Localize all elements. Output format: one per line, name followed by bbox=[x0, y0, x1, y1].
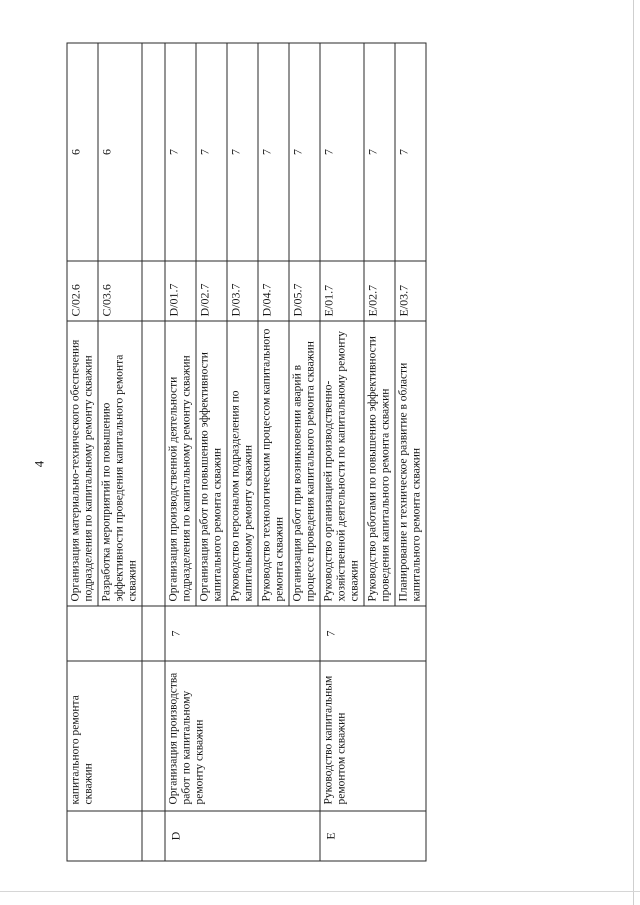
table-row-spacer bbox=[142, 43, 165, 861]
gf-level-cell: 7 bbox=[320, 606, 426, 661]
function-level-cell: 7 bbox=[258, 43, 289, 261]
page-number: 4 bbox=[31, 460, 47, 468]
function-code-cell: E/02.7 bbox=[364, 261, 395, 321]
function-level-cell: 6 bbox=[67, 43, 98, 261]
rotated-table-wrapper bbox=[67, 44, 423, 862]
empty-cell bbox=[142, 321, 165, 606]
function-name-cell: Организация материально-технического обеспечения подразделения по капитальному ремонту скважин bbox=[67, 321, 98, 606]
table-row bbox=[320, 43, 364, 861]
function-level-cell: 7 bbox=[364, 43, 395, 261]
function-level-cell: 7 bbox=[395, 43, 426, 261]
function-name-cell: Разработка мероприятий по повышению эффективности проведения капитального ремонта скважин bbox=[98, 321, 142, 606]
gf-name-cell: Руководство капитальным ремонтом скважин bbox=[320, 661, 426, 811]
function-code-cell: D/04.7 bbox=[258, 261, 289, 321]
scan-edge-horizontal bbox=[0, 891, 640, 892]
function-name-cell: Руководство технологическим процессом капитального ремонта скважин bbox=[258, 321, 289, 606]
table-row bbox=[67, 43, 98, 861]
function-level-cell: 7 bbox=[196, 43, 227, 261]
empty-cell bbox=[142, 43, 165, 261]
gf-code-cell: E bbox=[320, 811, 426, 861]
function-level-cell: 7 bbox=[227, 43, 258, 261]
gf-code-cell: D bbox=[165, 811, 320, 861]
function-name-cell: Руководство работами по повышению эффективности проведения капитального ремонта скважин bbox=[364, 321, 395, 606]
table-row bbox=[165, 43, 196, 861]
function-code-cell: E/03.7 bbox=[395, 261, 426, 321]
gf-name-cell: капитального ремонта скважин bbox=[67, 661, 142, 811]
function-level-cell: 7 bbox=[320, 43, 364, 261]
function-code-cell: D/01.7 bbox=[165, 261, 196, 321]
function-name-cell: Руководство персоналом подразделения по капитальному ремонту скважин bbox=[227, 321, 258, 606]
gf-name-cell: Организация производства работ по капитальному ремонту скважин bbox=[165, 661, 320, 811]
function-code-cell: D/02.7 bbox=[196, 261, 227, 321]
function-code-cell: D/05.7 bbox=[289, 261, 320, 321]
function-level-cell: 7 bbox=[289, 43, 320, 261]
empty-cell bbox=[142, 606, 165, 661]
empty-cell bbox=[142, 261, 165, 321]
function-code-cell: C/02.6 bbox=[67, 261, 98, 321]
function-name-cell: Организация работ по повышению эффективности капитального ремонта скважин bbox=[196, 321, 227, 606]
scan-edge-vertical bbox=[633, 0, 634, 905]
function-code-cell: E/01.7 bbox=[320, 261, 364, 321]
function-code-cell: C/03.6 bbox=[98, 261, 142, 321]
empty-cell bbox=[142, 811, 165, 861]
function-name-cell: Руководство организацией производственно-хозяйственной деятельности по капитальному ремонту скважин bbox=[320, 321, 364, 606]
functions-table bbox=[67, 43, 427, 862]
empty-cell bbox=[142, 661, 165, 811]
function-code-cell: D/03.7 bbox=[227, 261, 258, 321]
function-level-cell: 7 bbox=[165, 43, 196, 261]
function-level-cell: 6 bbox=[98, 43, 142, 261]
gf-code-cell bbox=[67, 811, 142, 861]
function-name-cell: Планирование и техническое развитие в области капитального ремонта скважин bbox=[395, 321, 426, 606]
gf-level-cell bbox=[67, 606, 142, 661]
gf-level-cell: 7 bbox=[165, 606, 320, 661]
function-name-cell: Организация производственной деятельности подразделения по капитальному ремонту скважин bbox=[165, 321, 196, 606]
function-name-cell: Организация работ при возникновении аварий в процессе проведения капитального ремонта скважин bbox=[289, 321, 320, 606]
